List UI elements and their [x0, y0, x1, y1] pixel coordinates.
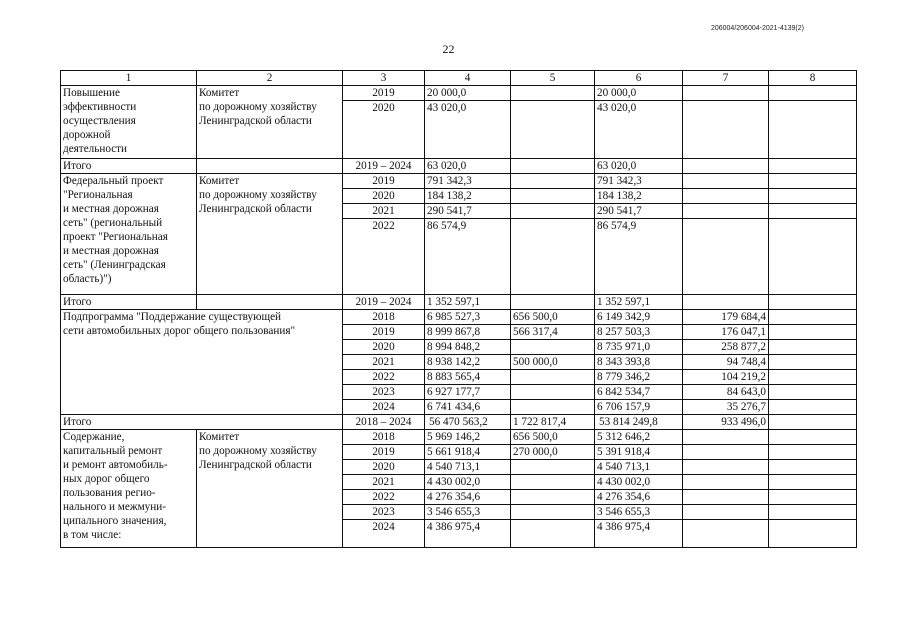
federal-amount-cell	[511, 505, 595, 520]
federal-amount-cell: 656 500,0	[511, 430, 595, 445]
other-amount-cell	[769, 340, 857, 355]
activity-name-cell	[61, 174, 197, 295]
regional-amount-cell: 5 391 918,4	[595, 445, 683, 460]
total-amount-cell: 6 927 177,7	[425, 385, 511, 400]
local-amount-cell: 933 496,0	[683, 415, 769, 430]
executor-cell	[197, 430, 343, 548]
column-header-5: 5	[511, 71, 595, 86]
local-amount-cell	[683, 174, 769, 189]
federal-amount-cell: 500 000,0	[511, 355, 595, 370]
total-amount-cell: 8 999 867,8	[425, 325, 511, 340]
other-amount-cell	[769, 505, 857, 520]
total-amount-cell: 56 470 563,2	[425, 415, 511, 430]
federal-amount-cell	[511, 460, 595, 475]
regional-amount-cell: 4 540 713,1	[595, 460, 683, 475]
cell-line: Ленинградской области	[199, 115, 312, 127]
regional-amount-cell: 6 842 534,7	[595, 385, 683, 400]
executor-cell	[197, 174, 343, 295]
other-amount-cell	[769, 355, 857, 370]
regional-amount-cell: 43 020,0	[595, 101, 683, 159]
regional-amount-cell: 8 257 503,3	[595, 325, 683, 340]
cell-line: Ленинградской области	[199, 459, 312, 471]
executor-cell	[197, 86, 343, 159]
cell-line: Подпрограмма "Поддержание существующей	[63, 311, 282, 323]
cell-line: "Региональная	[63, 189, 133, 201]
other-amount-cell	[769, 415, 857, 430]
year-cell: 2020	[343, 101, 425, 159]
cell-line: в том числе:	[63, 529, 122, 541]
local-amount-cell	[683, 219, 769, 295]
year-cell: 2018	[343, 310, 425, 325]
column-header-6: 6	[595, 71, 683, 86]
federal-amount-cell	[511, 189, 595, 204]
federal-amount-cell	[511, 340, 595, 355]
cell-line: дорожной	[63, 129, 111, 141]
other-amount-cell	[769, 86, 857, 101]
cell-line: нального и межмуни-	[63, 501, 166, 513]
column-header-8: 8	[769, 71, 857, 86]
total-amount-cell: 8 938 142,2	[425, 355, 511, 370]
page-number: 22	[442, 42, 455, 56]
year-cell: 2018	[343, 430, 425, 445]
total-amount-cell: 1 352 597,1	[425, 295, 511, 310]
other-amount-cell	[769, 310, 857, 325]
total-amount-cell: 4 430 002,0	[425, 475, 511, 490]
other-amount-cell	[769, 159, 857, 174]
cell-line: Комитет	[199, 431, 240, 443]
header-row	[61, 71, 857, 86]
federal-amount-cell	[511, 475, 595, 490]
year-cell: 2020	[343, 460, 425, 475]
column-header-2: 2	[197, 71, 343, 86]
local-amount-cell	[683, 445, 769, 460]
regional-amount-cell: 4 430 002,0	[595, 475, 683, 490]
regional-amount-cell: 290 541,7	[595, 204, 683, 219]
total-amount-cell: 63 020,0	[425, 159, 511, 174]
cell-line: по дорожному хозяйству	[199, 445, 317, 457]
regional-amount-cell: 4 386 975,4	[595, 520, 683, 548]
federal-amount-cell	[511, 219, 595, 295]
cell-line: Комитет	[199, 175, 240, 187]
federal-amount-cell	[511, 204, 595, 219]
year-cell: 2019	[343, 86, 425, 101]
document-id: 206004/206004-2021-4139(2)	[710, 25, 804, 32]
cell-line: Ленинградской области	[199, 203, 312, 215]
regional-amount-cell: 6 149 342,9	[595, 310, 683, 325]
other-amount-cell	[769, 520, 857, 548]
regional-amount-cell: 791 342,3	[595, 174, 683, 189]
cell-line: Содержание,	[63, 431, 125, 443]
executor-cell	[197, 295, 343, 310]
year-cell: 2024	[343, 520, 425, 548]
year-cell: 2021	[343, 355, 425, 370]
other-amount-cell	[769, 174, 857, 189]
total-amount-cell: 8 883 565,4	[425, 370, 511, 385]
years-cell: 2019 – 2024	[343, 295, 425, 310]
column-header-7: 7	[683, 71, 769, 86]
cell-line: эффективности	[63, 101, 137, 113]
federal-amount-cell	[511, 520, 595, 548]
column-header-3: 3	[343, 71, 425, 86]
year-cell: 2022	[343, 490, 425, 505]
cell-line: Федеральный проект	[63, 175, 164, 187]
total-label-cell: Итого	[61, 295, 197, 310]
other-amount-cell	[769, 189, 857, 204]
activity-name-cell	[61, 430, 197, 548]
federal-amount-cell	[511, 101, 595, 159]
year-cell: 2021	[343, 204, 425, 219]
other-amount-cell	[769, 475, 857, 490]
total-row	[61, 159, 857, 174]
year-cell: 2023	[343, 385, 425, 400]
local-amount-cell: 258 877,2	[683, 340, 769, 355]
cell-line: деятельности	[63, 143, 128, 155]
federal-amount-cell: 656 500,0	[511, 310, 595, 325]
local-amount-cell	[683, 475, 769, 490]
other-amount-cell	[769, 295, 857, 310]
total-amount-cell: 184 138,2	[425, 189, 511, 204]
cell-line: ных дорог общего	[63, 473, 150, 485]
local-amount-cell: 35 276,7	[683, 400, 769, 415]
federal-amount-cell	[511, 400, 595, 415]
regional-amount-cell: 53 814 249,8	[595, 415, 683, 430]
other-amount-cell	[769, 430, 857, 445]
regional-amount-cell: 6 706 157,9	[595, 400, 683, 415]
cell-line: Повышение	[63, 87, 120, 99]
year-cell: 2020	[343, 340, 425, 355]
total-row	[61, 415, 857, 430]
activity-name-cell	[61, 86, 197, 159]
cell-line: и местная дорожная	[63, 203, 159, 215]
other-amount-cell	[769, 400, 857, 415]
regional-amount-cell: 5 312 646,2	[595, 430, 683, 445]
local-amount-cell	[683, 505, 769, 520]
cell-line: ципального значения,	[63, 515, 167, 527]
year-cell: 2024	[343, 400, 425, 415]
other-amount-cell	[769, 370, 857, 385]
total-amount-cell: 4 540 713,1	[425, 460, 511, 475]
cell-line: и местная дорожная	[63, 245, 159, 257]
other-amount-cell	[769, 490, 857, 505]
federal-amount-cell: 270 000,0	[511, 445, 595, 460]
local-amount-cell	[683, 430, 769, 445]
cell-line: Комитет	[199, 87, 240, 99]
total-amount-cell: 5 969 146,2	[425, 430, 511, 445]
cell-line: и ремонт автомобиль-	[63, 459, 168, 471]
total-label-cell: Итого	[61, 159, 197, 174]
total-amount-cell: 86 574,9	[425, 219, 511, 295]
regional-amount-cell: 8 343 393,8	[595, 355, 683, 370]
budget-table	[60, 70, 857, 548]
years-cell: 2019 – 2024	[343, 159, 425, 174]
cell-line: пользования регио-	[63, 487, 156, 499]
federal-amount-cell	[511, 490, 595, 505]
total-amount-cell: 290 541,7	[425, 204, 511, 219]
federal-amount-cell	[511, 370, 595, 385]
local-amount-cell	[683, 295, 769, 310]
other-amount-cell	[769, 325, 857, 340]
year-cell: 2022	[343, 219, 425, 295]
total-label-cell: Итого	[61, 415, 343, 430]
federal-amount-cell	[511, 174, 595, 189]
total-amount-cell: 5 661 918,4	[425, 445, 511, 460]
other-amount-cell	[769, 204, 857, 219]
year-cell: 2019	[343, 445, 425, 460]
other-amount-cell	[769, 460, 857, 475]
federal-amount-cell	[511, 86, 595, 101]
other-amount-cell	[769, 101, 857, 159]
table-row	[61, 174, 857, 189]
cell-line: капитальный ремонт	[63, 445, 163, 457]
total-amount-cell: 43 020,0	[425, 101, 511, 159]
years-cell: 2018 – 2024	[343, 415, 425, 430]
federal-amount-cell	[511, 159, 595, 174]
cell-line: осуществления	[63, 115, 136, 127]
regional-amount-cell: 8 735 971,0	[595, 340, 683, 355]
year-cell: 2019	[343, 174, 425, 189]
regional-amount-cell: 86 574,9	[595, 219, 683, 295]
federal-amount-cell: 1 722 817,4	[511, 415, 595, 430]
regional-amount-cell: 184 138,2	[595, 189, 683, 204]
local-amount-cell: 84 643,0	[683, 385, 769, 400]
year-cell: 2019	[343, 325, 425, 340]
subprogram-name-cell	[61, 310, 343, 415]
cell-line: проект "Региональная	[63, 231, 168, 243]
cell-line: область)")	[63, 273, 112, 285]
cell-line: сети автомобильных дорог общего пользования"	[63, 325, 296, 337]
other-amount-cell	[769, 445, 857, 460]
total-amount-cell: 6 985 527,3	[425, 310, 511, 325]
cell-line: сеть" (Ленинградская	[63, 259, 166, 271]
other-amount-cell	[769, 385, 857, 400]
table-row	[61, 86, 857, 101]
local-amount-cell	[683, 204, 769, 219]
table-row	[61, 310, 857, 325]
regional-amount-cell: 63 020,0	[595, 159, 683, 174]
local-amount-cell: 179 684,4	[683, 310, 769, 325]
total-amount-cell: 6 741 434,6	[425, 400, 511, 415]
executor-cell	[197, 159, 343, 174]
federal-amount-cell: 566 317,4	[511, 325, 595, 340]
cell-line: по дорожному хозяйству	[199, 189, 317, 201]
regional-amount-cell: 4 276 354,6	[595, 490, 683, 505]
column-header-1: 1	[61, 71, 197, 86]
local-amount-cell: 176 047,1	[683, 325, 769, 340]
local-amount-cell: 104 219,2	[683, 370, 769, 385]
year-cell: 2020	[343, 189, 425, 204]
local-amount-cell	[683, 101, 769, 159]
total-amount-cell: 20 000,0	[425, 86, 511, 101]
total-amount-cell: 3 546 655,3	[425, 505, 511, 520]
regional-amount-cell: 1 352 597,1	[595, 295, 683, 310]
other-amount-cell	[769, 219, 857, 295]
regional-amount-cell: 20 000,0	[595, 86, 683, 101]
local-amount-cell	[683, 520, 769, 548]
local-amount-cell	[683, 490, 769, 505]
year-cell: 2022	[343, 370, 425, 385]
cell-line: сеть" (региональный	[63, 217, 163, 229]
local-amount-cell	[683, 159, 769, 174]
total-amount-cell: 8 994 848,2	[425, 340, 511, 355]
federal-amount-cell	[511, 385, 595, 400]
local-amount-cell	[683, 460, 769, 475]
regional-amount-cell: 8 779 346,2	[595, 370, 683, 385]
year-cell: 2023	[343, 505, 425, 520]
table-row	[61, 430, 857, 445]
year-cell: 2021	[343, 475, 425, 490]
total-amount-cell: 4 386 975,4	[425, 520, 511, 548]
federal-amount-cell	[511, 295, 595, 310]
cell-line: по дорожному хозяйству	[199, 101, 317, 113]
total-amount-cell: 791 342,3	[425, 174, 511, 189]
local-amount-cell	[683, 189, 769, 204]
regional-amount-cell: 3 546 655,3	[595, 505, 683, 520]
local-amount-cell	[683, 86, 769, 101]
total-amount-cell: 4 276 354,6	[425, 490, 511, 505]
local-amount-cell: 94 748,4	[683, 355, 769, 370]
column-header-4: 4	[425, 71, 511, 86]
total-row	[61, 295, 857, 310]
